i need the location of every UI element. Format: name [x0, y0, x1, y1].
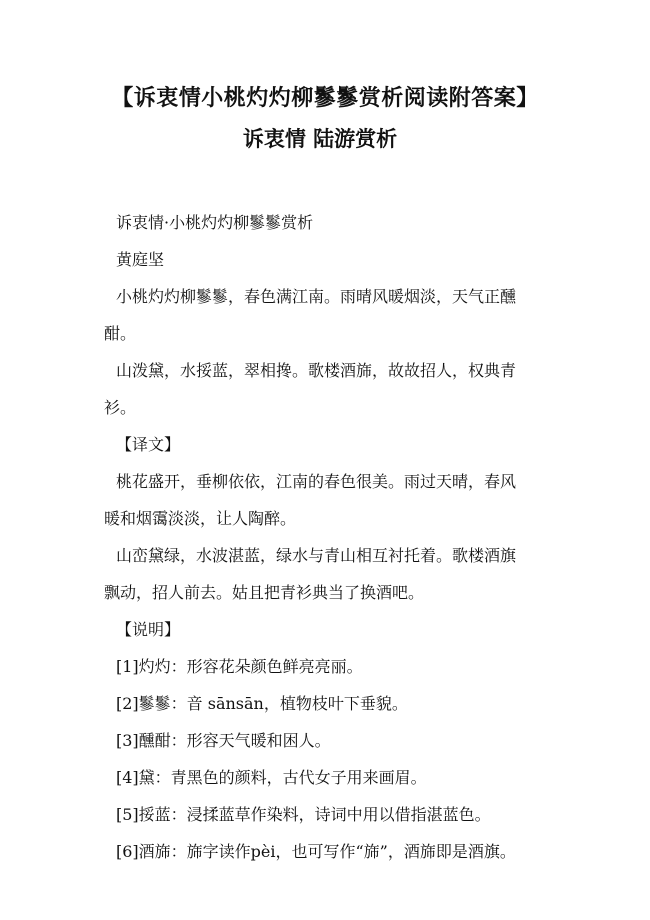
- note-item: [5]挼蓝：浸揉蓝草作染料，诗词中用以借指湛蓝色。: [116, 805, 491, 824]
- note-item: [6]酒旆：旆字读作pèi，也可写作“旆”，酒旆即是酒旗。: [116, 842, 516, 861]
- document-body: [104, 204, 556, 870]
- translation-para-1-line-1: 桃花盛开，垂柳依依，江南的春色很美。雨过天晴，春风: [116, 472, 517, 491]
- translation-para-2-line-1: 山峦黛绿，水波湛蓝，绿水与青山相互衬托着。歌楼酒旗: [116, 546, 517, 565]
- poem-stanza-2: [104, 352, 556, 426]
- translation-para-1-line-2: 暖和烟霭淡淡，让人陶醉。: [104, 509, 297, 528]
- title-block: [0, 84, 650, 154]
- document-title: 【诉衷情小桃灼灼柳鬖鬖赏析阅读附答案】: [111, 86, 539, 111]
- poem-stanza-2-line-2: 衫。: [104, 398, 137, 417]
- translation-heading: 【译文】: [116, 435, 181, 454]
- note-item: [3]醺酣：形容天气暖和困人。: [116, 731, 331, 750]
- poem-author: 黄庭坚: [116, 250, 165, 269]
- note-item: [4]黛：青黑色的颜料，古代女子用来画眉。: [116, 768, 427, 787]
- translation-para-1: [104, 463, 556, 537]
- translation-para-2-line-2: 飘动，招人前去。姑且把青衫典当了换酒吧。: [104, 583, 425, 602]
- note-item: [1]灼灼：形容花朵颜色鲜亮亮丽。: [116, 657, 363, 676]
- note-item: [2]鬖鬖：音 sānsān，植物枝叶下垂貌。: [116, 694, 408, 713]
- poem-heading: 诉衷情·小桃灼灼柳鬖鬖赏析: [116, 213, 314, 232]
- poem-stanza-1-line-1: 小桃灼灼柳鬖鬖，春色满江南。雨晴风暖烟淡，天气正醺: [116, 287, 517, 306]
- document-subtitle: 诉衷情 陆游赏析: [242, 127, 398, 151]
- poem-stanza-2-line-1: 山泼黛，水挼蓝，翠相搀。歌楼酒旆，故故招人，权典青: [116, 361, 517, 380]
- poem-stanza-1: [104, 278, 556, 352]
- translation-para-2: [104, 537, 556, 611]
- poem-stanza-1-line-2: 酣。: [104, 324, 137, 343]
- notes-heading: 【说明】: [116, 620, 181, 639]
